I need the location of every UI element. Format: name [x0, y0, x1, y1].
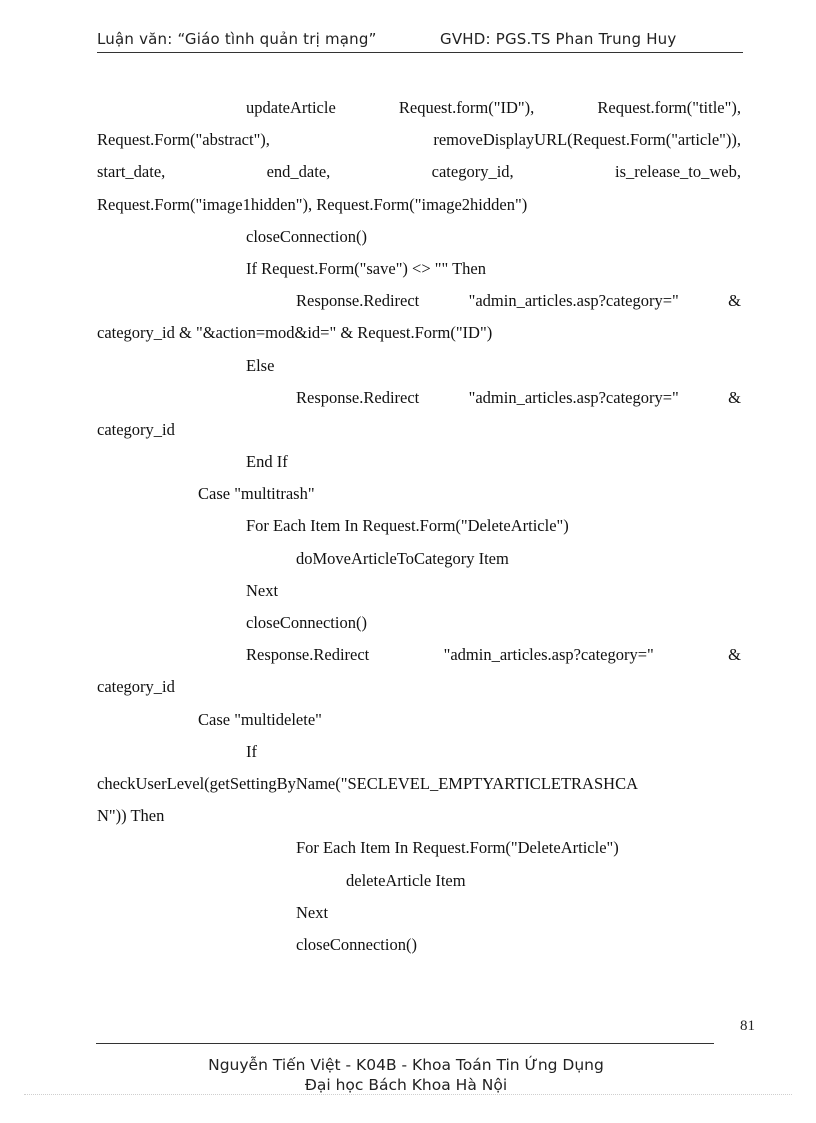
page-bottom-border: [24, 1094, 792, 1095]
code-line: Next: [296, 902, 329, 922]
code-line: updateArticle Request.form("ID"), Request.form("title"),: [246, 98, 741, 117]
code-line: If: [246, 741, 257, 761]
code-line: N")) Then: [97, 806, 165, 826]
code-line: Else: [246, 355, 275, 375]
code-line: Response.Redirect "admin_articles.asp?category=" &: [296, 387, 741, 407]
code-line: start_date, end_date, category_id, is_release_to_web,: [97, 162, 741, 182]
code-line: Case "multitrash": [198, 484, 315, 504]
code-line: Response.Redirect "admin_articles.asp?category=" &: [246, 645, 741, 665]
code-listing: [97, 92, 741, 961]
page-header: [97, 30, 743, 53]
code-line: category_id & "&action=mod&id=" & Request.Form("ID"): [97, 323, 493, 343]
code-line: End If: [246, 452, 288, 472]
page-footer: [96, 1055, 716, 1095]
code-line: If Request.Form("save") <> "" Then: [246, 258, 486, 278]
code-line: For Each Item In Request.Form("DeleteArticle"): [246, 516, 569, 536]
code-line: closeConnection(): [296, 934, 417, 954]
code-line: category_id: [97, 419, 175, 439]
code-line: doMoveArticleToCategory Item: [296, 548, 509, 568]
footer-divider: [96, 1043, 714, 1044]
code-line: Case "multidelete": [198, 709, 322, 729]
code-line: Next: [246, 580, 279, 600]
code-line: deleteArticle Item: [346, 870, 466, 890]
code-line: Response.Redirect "admin_articles.asp?category=" &: [296, 291, 741, 311]
code-line: closeConnection(): [246, 226, 367, 246]
code-line: Request.Form("image1hidden"), Request.Form("image2hidden"): [97, 194, 528, 214]
footer-author: Nguyễn Tiến Việt - K04B - Khoa Toán Tin Ứng Dụng: [208, 1056, 604, 1074]
code-line: category_id: [97, 677, 175, 697]
footer-university: Đại học Bách Khoa Hà Nội: [304, 1076, 508, 1094]
code-line: For Each Item In Request.Form("DeleteArticle"): [296, 838, 619, 858]
header-supervisor: GVHD: PGS.TS Phan Trung Huy: [440, 30, 677, 48]
code-line: Request.Form("abstract"), removeDisplayURL(Request.Form("article")),: [97, 130, 741, 150]
header-thesis-title: Luận văn: “Giáo tình quản trị mạng”: [97, 30, 377, 48]
code-line: checkUserLevel(getSettingByName("SECLEVEL_EMPTYARTICLETRASHCA: [97, 773, 638, 793]
code-line: closeConnection(): [246, 613, 367, 632]
page-number: 81: [740, 1018, 755, 1034]
